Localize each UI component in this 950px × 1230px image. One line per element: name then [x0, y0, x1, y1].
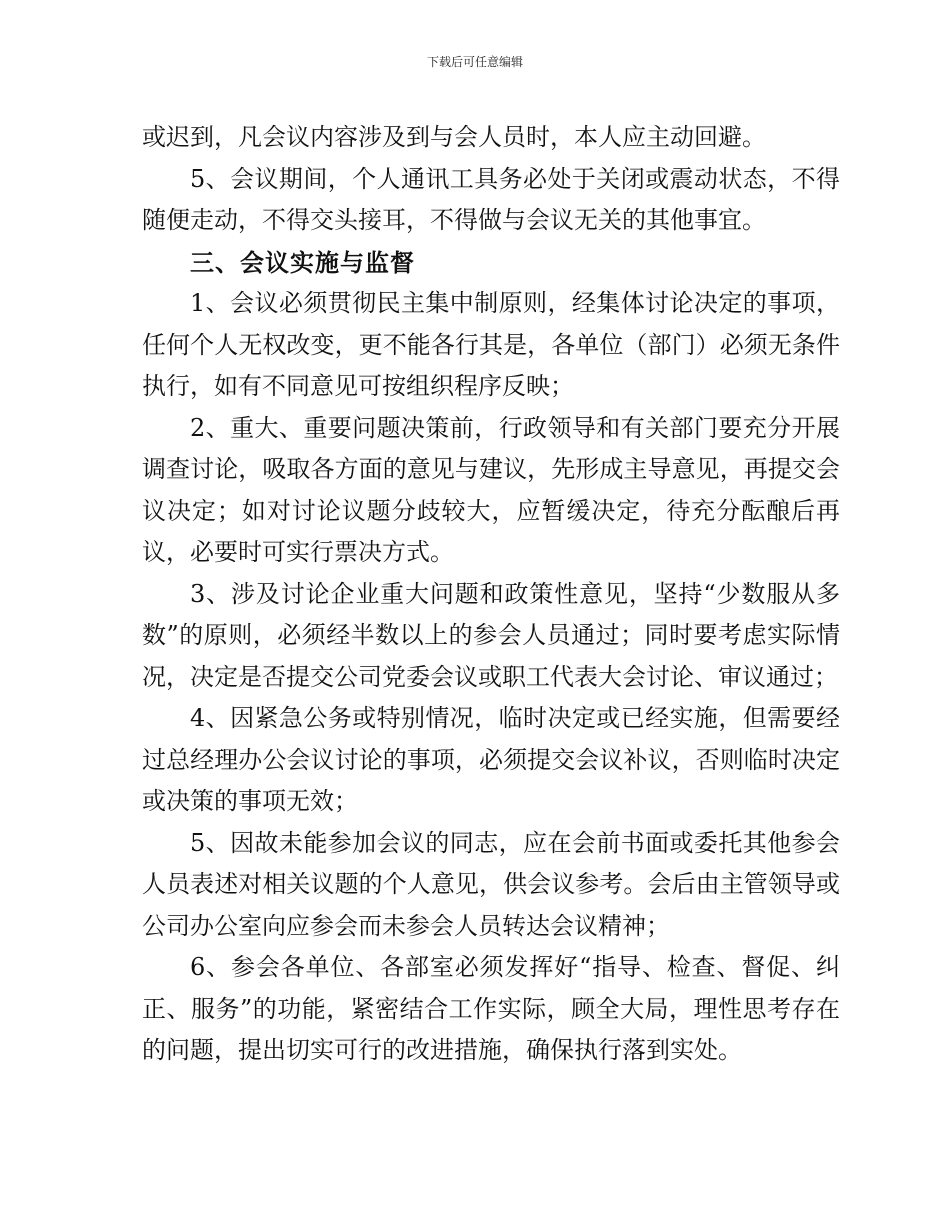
page-header-note: 下载后可任意编辑 — [426, 55, 523, 69]
document-body — [142, 117, 840, 1072]
paragraph-item-4: 4、因紧急公务或特别情况，临时决定或已经实施，但需要经过总经理办公会议讨论的事项，必须提交会议补议，否则临时决定或决策的事项无效； — [142, 704, 840, 815]
paragraph-item-5: 5、因故未能参加会议的同志，应在会前书面或委托其他参会人员表述对相关议题的个人意见，供会议参考。会后由主管领导或公司办公室向应参会而未参会人员转达会议精神； — [142, 828, 840, 940]
paragraph-item-6: 6、参会各单位、各部室必须发挥好“指导、检查、督促、纠正、服务”的功能，紧密结合工作实际，顾全大局，理性思考存在的问题，提出切实可行的改进措施，确保执行落到实处。 — [142, 953, 840, 1064]
section-heading-implementation: 三、会议实施与监督 — [190, 247, 415, 277]
paragraph-item-1: 1、会议必须贯彻民主集中制原则，经集体讨论决定的事项，任何个人无权改变，更不能各行其是，各单位（部门）必须无条件执行，如有不同意见可按组织程序反映； — [142, 289, 840, 400]
paragraph-continuation: 或迟到，凡会议内容涉及到与会人员时，本人应主动回避。 — [142, 123, 766, 151]
paragraph-item-5-phones: 5、会议期间，个人通讯工具务必处于关闭或震动状态，不得随便走动，不得交头接耳，不得做与会议无关的其他事宜。 — [142, 164, 840, 234]
paragraph-item-2: 2、重大、重要问题决策前，行政领导和有关部门要充分开展调查讨论，吸取各方面的意见与建议，先形成主导意见，再提交会议决定；如对讨论议题分歧较大，应暂缓决定，待充分酝酿后再议，必要时可实行票决方式。 — [142, 413, 840, 566]
paragraph-item-3: 3、涉及讨论企业重大问题和政策性意见，坚持“少数服从多数”的原则，必须经半数以上的参会人员通过；同时要考虑实际情况，决定是否提交公司党委会议或职工代表大会讨论、审议通过； — [142, 579, 840, 691]
